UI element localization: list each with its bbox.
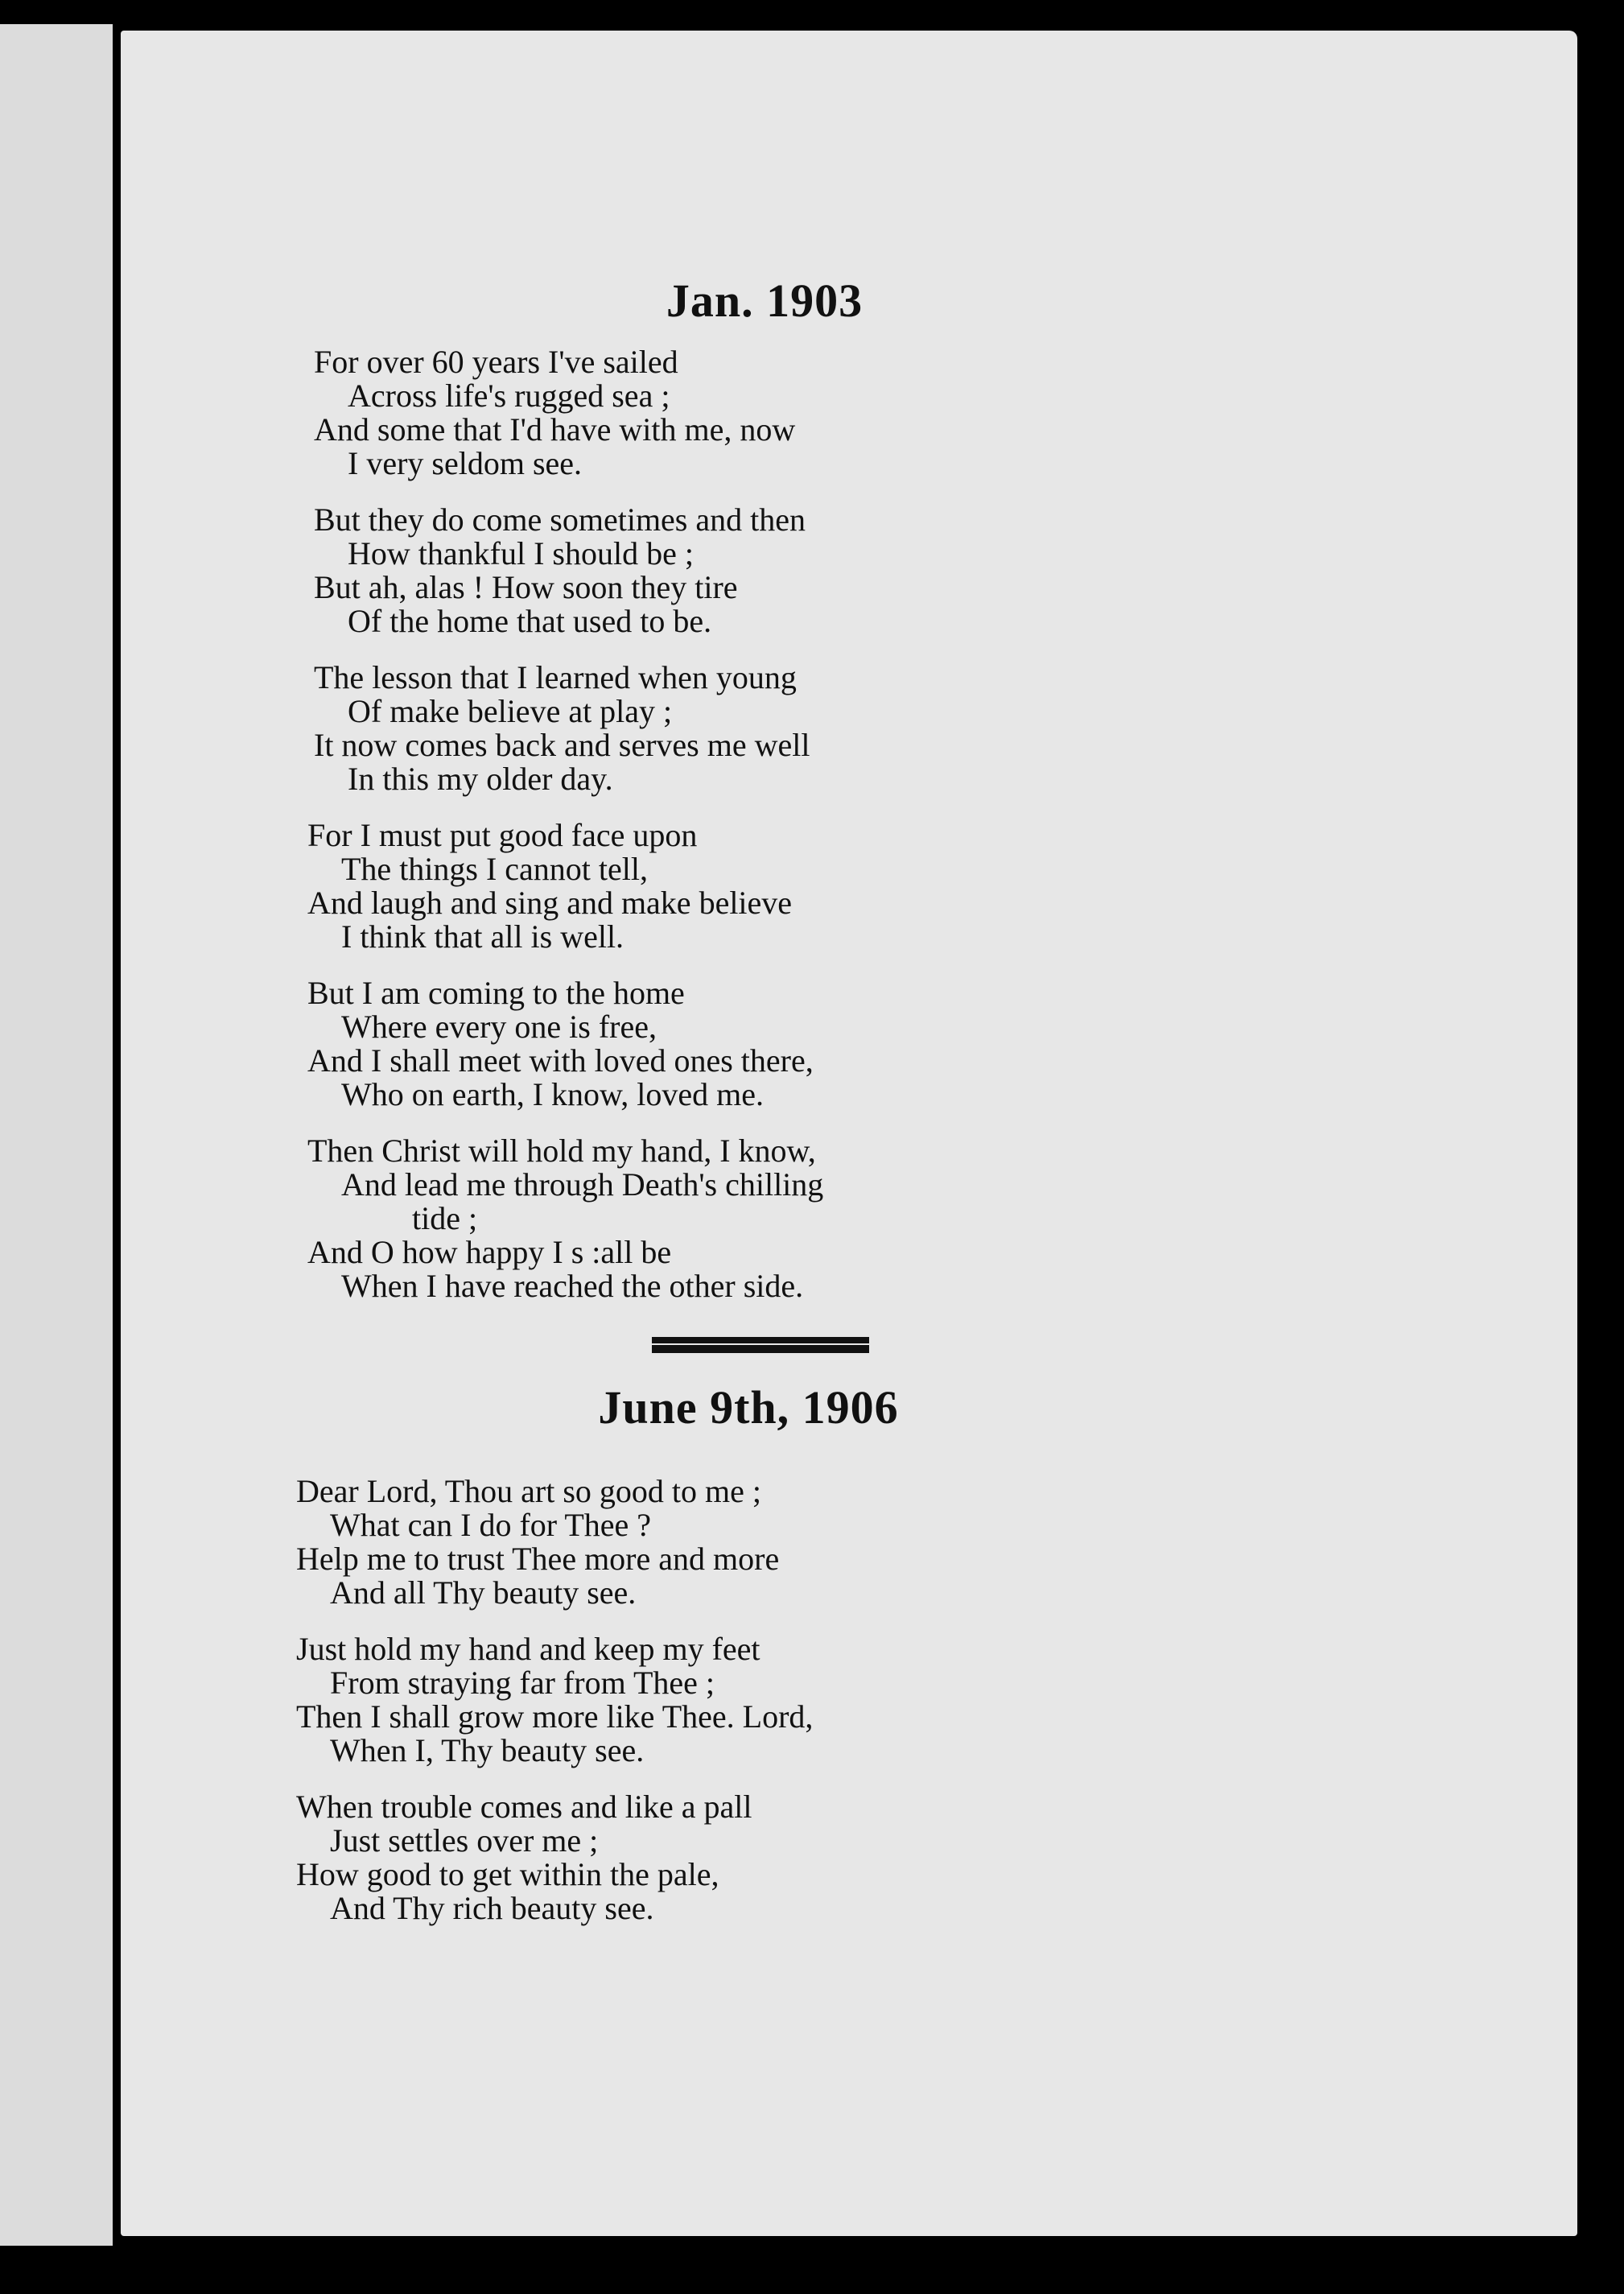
verse-line: And I shall meet with loved ones there, [307,1042,814,1079]
verse-line: Across life's rugged sea ; [348,378,670,414]
verse-line: And Thy rich beauty see. [330,1890,654,1926]
verse-line: tide ; [412,1200,478,1236]
verse-line: It now comes back and serves me well [314,727,810,763]
verse-line: In this my older day. [348,761,613,797]
verse-line: And laugh and sing and make believe [307,885,793,921]
verse-line: Just hold my hand and keep my feet [296,1631,760,1667]
verse-line: How good to get within the pale, [296,1856,719,1892]
divider-rule [652,1345,869,1353]
verse-line: And some that I'd have with me, now [314,411,796,448]
verse-line: Dear Lord, Thou art so good to me ; [296,1473,762,1509]
stanza [296,1632,1207,1768]
verse-line: When I have reached the other side. [341,1268,804,1304]
verse-line: The lesson that I learned when young [314,659,797,695]
verse-line: But they do come sometimes and then [314,501,806,538]
divider-rule [652,1337,869,1343]
stanza [314,661,1207,796]
verse-line: Of make believe at play ; [348,693,673,729]
previous-page-edge [0,24,113,2246]
verse-line: From straying far from Thee ; [330,1665,715,1701]
stanza [296,1475,1207,1610]
stanza [296,1790,1207,1925]
poem-content [290,258,1207,1948]
verse-line: When trouble comes and like a pall [296,1789,752,1825]
verse-line: When I, Thy beauty see. [330,1732,645,1768]
verse-line: But I am coming to the home [307,975,685,1011]
stanza [307,1134,1207,1303]
verse-line: Just settles over me ; [330,1822,599,1859]
stanza [307,819,1207,954]
verse-line: And lead me through Death's chilling [341,1166,824,1203]
verse-line: The things I cannot tell, [341,851,649,887]
verse-line: Then I shall grow more like Thee. Lord, [296,1698,814,1735]
stanza [314,503,1207,638]
verse-line: For over 60 years I've sailed [314,344,678,380]
verse-line: Then Christ will hold my hand, I know, [307,1133,816,1169]
stanza [314,345,1207,481]
verse-line: But ah, alas ! How soon they tire [314,569,738,605]
verse-line: Of the home that used to be. [348,603,712,639]
verse-line: I think that all is well. [341,918,624,955]
verse-line: I very seldom see. [348,445,583,481]
verse-line: For I must put good face upon [307,817,698,853]
verse-line: How thankful I should be ; [348,535,694,571]
stanza [307,976,1207,1112]
verse-line: And O how happy I s :all be [307,1234,672,1270]
verse-line: Who on earth, I know, loved me. [341,1076,765,1112]
section-divider [652,1334,869,1356]
poem-title: Jan. 1903 [666,274,864,327]
verse-line: What can I do for Thee ? [330,1507,652,1543]
verse-line: Where every one is free, [341,1009,657,1045]
verse-line: Help me to trust Thee more and more [296,1541,780,1577]
verse-line: And all Thy beauty see. [330,1574,637,1611]
poem-title: June 9th, 1906 [598,1381,899,1434]
